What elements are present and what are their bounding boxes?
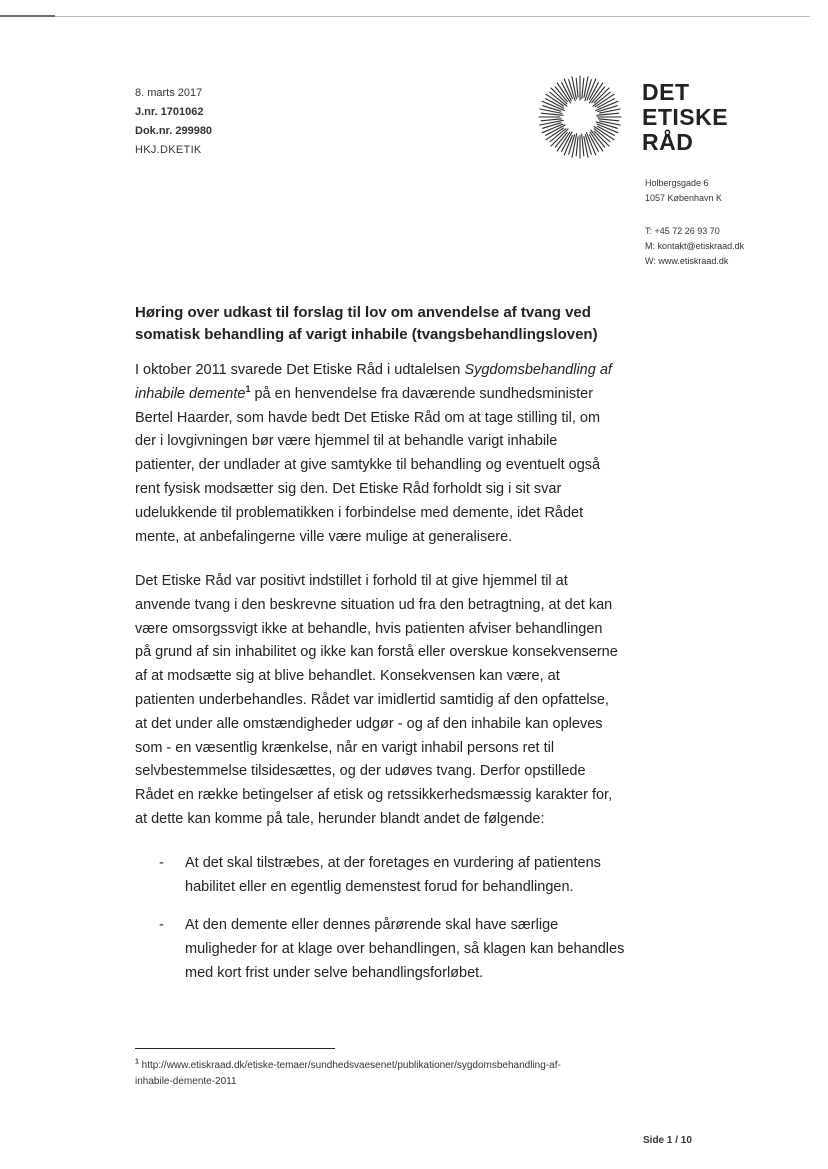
bullet-line: At den demente eller dennes pårørende skal have særlige xyxy=(185,917,559,933)
contact-phone: T: +45 72 26 93 70 xyxy=(645,226,720,236)
logo-line-2: ETISKE xyxy=(642,104,729,130)
contact-block xyxy=(645,224,744,269)
sunburst-ray xyxy=(598,119,618,121)
logo-line-3: RÅD xyxy=(642,129,694,155)
address-street: Holbergsgade 6 xyxy=(645,178,709,188)
paragraph-line: af at modsætte sig at blive behandlet. Konsekvensen kan være, at xyxy=(135,668,560,685)
text-run: på en henvendelse fra daværende sundhedsminister xyxy=(250,385,594,402)
paragraph-line: Det Etiske Råd var positivt indstillet i forhold til at give hjemmel til at xyxy=(135,573,568,589)
paragraph-line: patienten underbehandles. Rådet var imidlertid samtidig af den opfattelse, xyxy=(135,691,609,708)
publication-title: Sygdomsbehandling af xyxy=(464,362,612,378)
sunburst-ray xyxy=(576,137,578,156)
paragraph-line: udelukkende til problematikken i forbindelse med demente, idet Rådet xyxy=(135,504,584,521)
contact-web: W: www.etiskraad.dk xyxy=(645,256,729,266)
top-rule xyxy=(0,16,810,17)
bullet-item-2 xyxy=(159,914,659,985)
journal-number: J.nr. 1701062 xyxy=(135,106,204,118)
reference: HKJ.DKETIK xyxy=(135,144,202,156)
document-meta xyxy=(135,84,212,160)
paragraph-line: selvbestemmelse tilsidesættes, og der udøves tvang. Derfor opstillede xyxy=(135,763,586,780)
logo-line-1: DET xyxy=(642,79,690,105)
heading-line-2: somatisk behandling af varigt inhabile (tvangsbehandlingsloven) xyxy=(135,326,598,343)
bullet-line: med kort frist under selve behandlingsforløbet. xyxy=(185,964,484,981)
paragraph-1 xyxy=(135,359,655,549)
list-item xyxy=(159,852,659,900)
paragraph-line: som - en væsentlig krænkelse, når en varigt inhabil persons ret til xyxy=(135,739,555,756)
sunburst-ray xyxy=(541,119,561,121)
paragraph-line: at dette kan komme på tale, herunder blandt andet de følgende: xyxy=(135,810,545,827)
top-rule-accent xyxy=(0,15,55,17)
paragraph-line xyxy=(135,359,655,383)
logo xyxy=(642,80,728,155)
paragraph-line: at det under alle omstændigheder udgør - og af den inhabile kan opleves xyxy=(135,715,603,732)
page-number: Side 1 / 10 xyxy=(643,1135,692,1146)
sunburst-ray xyxy=(551,88,567,104)
paragraph-line: patienter, der undlader at give samtykke til behandling og eventuelt også xyxy=(135,457,601,474)
contact-mail: M: kontakt@etiskraad.dk xyxy=(645,241,745,251)
paragraph-line: rent fysisk modsætter sig den. Det Etiske Råd forholdt sig i sit svar xyxy=(135,480,562,497)
paragraph-line: være omsorgssvigt ikke at behandle, hvis patienten afviser behandlingen xyxy=(135,620,603,637)
address-block xyxy=(645,176,722,206)
footnote-ref: 1 xyxy=(245,383,251,394)
paragraph-line: Bertel Haarder, som havde bedt Det Etiske Råd om at tage stilling til, om xyxy=(135,409,601,426)
footnote-url: http://www.etiskraad.dk/etiske-temaer/sundhedsvaesenet/publikationer/sygdomsbehandling-af- xyxy=(138,1060,561,1071)
date: 8. marts 2017 xyxy=(135,87,203,99)
paragraph-line: anvende tvang i den beskrevne situation ud fra den betragtning, at det kan xyxy=(135,596,613,613)
footnote-line xyxy=(135,1058,561,1074)
paragraph-line xyxy=(135,383,655,407)
sunburst-ray xyxy=(576,78,578,97)
footnote-line: inhabile-demente-2011 xyxy=(135,1076,237,1087)
heading-line-1: Høring over udkast til forslag til lov om anvendelse af tvang ved xyxy=(135,304,591,321)
bullet-line: habilitet eller en egentlig demenstest forud for behandlingen. xyxy=(185,878,574,895)
footnote-marker: 1 xyxy=(135,1058,139,1066)
text-run: I oktober 2011 svarede Det Etiske Råd i udtalelsen xyxy=(135,362,465,378)
sunburst-ray xyxy=(582,78,584,98)
document-number: Dok.nr. 299980 xyxy=(135,125,213,137)
paragraph-line: på grund af sin inhabilitet og ikke kan forstå eller overskue konsekvenserne xyxy=(135,644,618,661)
list-item xyxy=(159,914,659,985)
bullet-item-1 xyxy=(159,852,659,900)
bullet-line: At det skal tilstræbes, at der foretages en vurdering af patientens xyxy=(185,855,601,871)
publication-title: inhabile demente xyxy=(135,385,246,402)
footnote xyxy=(135,1058,561,1090)
document-heading xyxy=(135,302,695,346)
paragraph-line: mente, at anbefalingerne ville være mulige at generalisere. xyxy=(135,528,513,545)
footnote-separator xyxy=(135,1048,335,1049)
address-city: 1057 København K xyxy=(645,193,723,203)
paragraph-2 xyxy=(135,570,655,832)
paragraph-line: Rådet en række betingelser af etisk og retssikkerhedsmæssig karakter for, xyxy=(135,787,613,804)
paragraph-line: der i lovgivningen bør være hjemmel til at behandle varigt inhabile xyxy=(135,433,558,450)
bullet-dash: - xyxy=(159,917,164,933)
sunburst-ray xyxy=(572,77,576,99)
sunburst-icon xyxy=(537,74,623,160)
bullet-line: muligheder for at klage over behandlingen, så klagen kan behandles xyxy=(185,940,625,957)
sunburst-ray xyxy=(540,109,562,113)
bullet-dash: - xyxy=(159,855,164,871)
